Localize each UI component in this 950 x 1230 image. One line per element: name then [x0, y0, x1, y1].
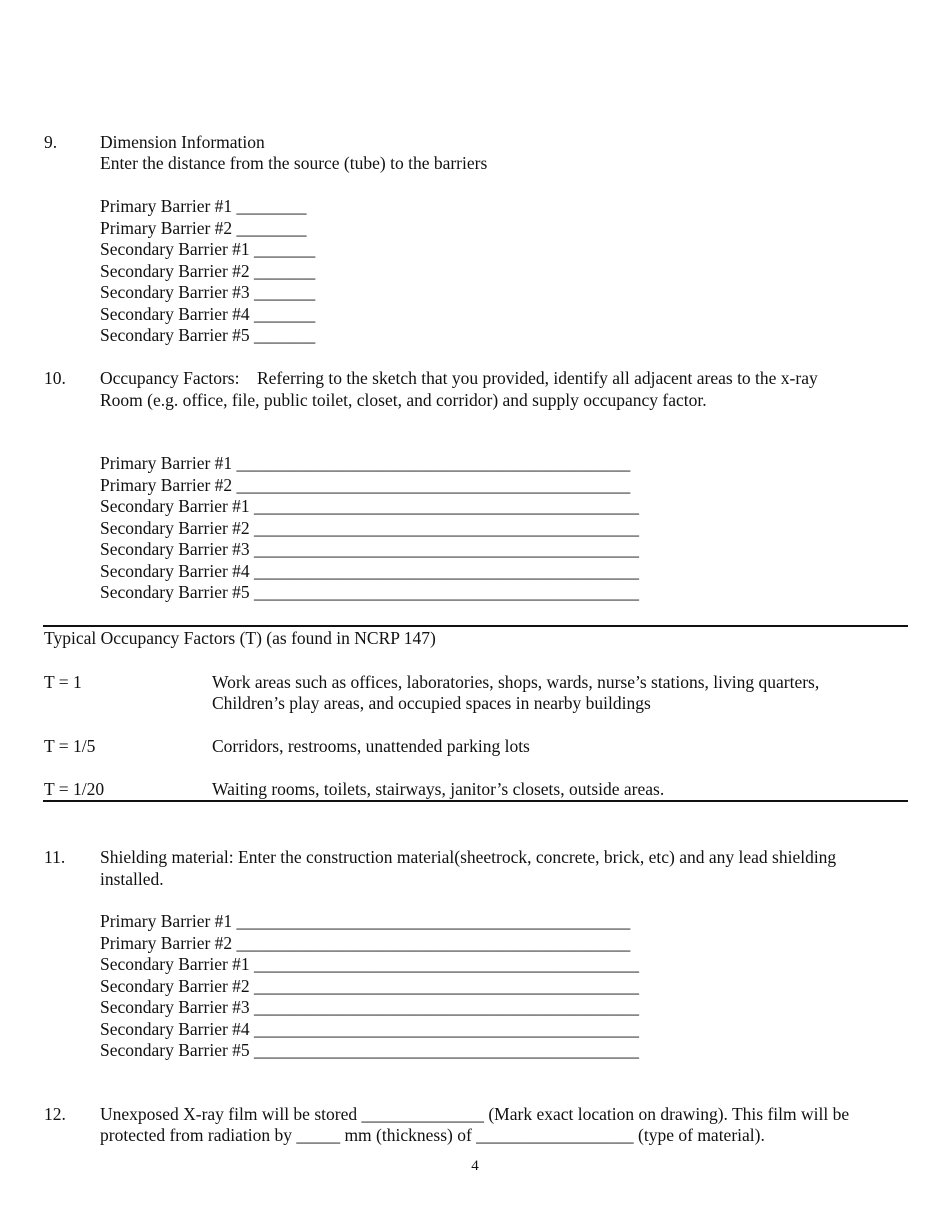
section-9-title: Dimension Information — [100, 132, 265, 152]
s11-secondary-barrier-5[interactable]: Secondary Barrier #5 ____________________________________________ — [100, 1040, 640, 1060]
s9-secondary-barrier-5[interactable]: Secondary Barrier #5 _______ — [100, 325, 316, 345]
section-10-line-1: Occupancy Factors: Referring to the sketch that you provided, identify all adjacent areas to the x-ray — [100, 368, 818, 388]
section-11-line-1: Shielding material: Enter the construction material(sheetrock, concrete, brick, etc) and any lead shielding — [100, 847, 837, 867]
occupancy-row-2-factor: T = 1/5 — [44, 736, 96, 756]
s11-secondary-barrier-1[interactable]: Secondary Barrier #1 ____________________________________________ — [100, 954, 640, 974]
s9-secondary-barrier-3[interactable]: Secondary Barrier #3 _______ — [100, 282, 316, 302]
occupancy-row-3-desc: Waiting rooms, toilets, stairways, janitor’s closets, outside areas. — [212, 779, 665, 799]
table-bottom-rule — [43, 800, 908, 802]
s10-secondary-barrier-3[interactable]: Secondary Barrier #3 ____________________________________________ — [100, 539, 640, 559]
s10-secondary-barrier-2[interactable]: Secondary Barrier #2 ____________________________________________ — [100, 517, 640, 538]
s11-secondary-barrier-3[interactable]: Secondary Barrier #3 ____________________________________________ — [100, 997, 640, 1017]
s10-secondary-barrier-1[interactable]: Secondary Barrier #1 ____________________________________________ — [100, 496, 640, 516]
section-9-instruction: Enter the distance from the source (tube) to the barriers — [100, 153, 488, 173]
section-9-number: 9. — [44, 132, 58, 152]
s9-secondary-barrier-4[interactable]: Secondary Barrier #4 _______ — [100, 303, 316, 324]
section-10-line-2: Room (e.g. office, file, public toilet, closet, and corridor) and supply occupancy factor. — [100, 389, 707, 410]
section-12-line-1[interactable]: Unexposed X-ray film will be stored ______________ (Mark exact location on drawing). This film will be — [100, 1104, 850, 1124]
s9-primary-barrier-2[interactable]: Primary Barrier #2 ________ — [100, 217, 307, 238]
section-12-number: 12. — [44, 1104, 66, 1124]
occupancy-row-1-desc-line-1: Work areas such as offices, laboratories, shops, wards, nurse’s stations, living quarters, — [212, 672, 820, 692]
s11-secondary-barrier-2[interactable]: Secondary Barrier #2 ____________________________________________ — [100, 975, 640, 996]
s10-primary-barrier-2[interactable]: Primary Barrier #2 _____________________________________________ — [100, 474, 631, 495]
occupancy-row-3-factor: T = 1/20 — [44, 779, 105, 799]
s10-primary-barrier-1[interactable]: Primary Barrier #1 _____________________________________________ — [100, 453, 631, 473]
section-11-number: 11. — [44, 847, 66, 867]
occupancy-row-2-desc: Corridors, restrooms, unattended parking lots — [212, 736, 530, 756]
section-10-number: 10. — [44, 368, 66, 388]
s11-primary-barrier-1[interactable]: Primary Barrier #1 _____________________________________________ — [100, 911, 631, 931]
section-12-line-2[interactable]: protected from radiation by _____ mm (thickness) of __________________ (type of material). — [100, 1125, 765, 1145]
occupancy-table-title: Typical Occupancy Factors (T) (as found in NCRP 147) — [44, 628, 436, 648]
s11-primary-barrier-2[interactable]: Primary Barrier #2 _____________________________________________ — [100, 932, 631, 953]
s9-secondary-barrier-1[interactable]: Secondary Barrier #1 _______ — [100, 239, 316, 259]
s10-secondary-barrier-4[interactable]: Secondary Barrier #4 ____________________________________________ — [100, 560, 640, 581]
occupancy-row-1-factor: T = 1 — [44, 672, 82, 692]
s9-primary-barrier-1[interactable]: Primary Barrier #1 ________ — [100, 196, 307, 216]
s10-secondary-barrier-5[interactable]: Secondary Barrier #5 ____________________________________________ — [100, 582, 640, 602]
page-number: 4 — [471, 1158, 479, 1174]
s11-secondary-barrier-4[interactable]: Secondary Barrier #4 ____________________________________________ — [100, 1018, 640, 1039]
s9-secondary-barrier-2[interactable]: Secondary Barrier #2 _______ — [100, 260, 316, 281]
occupancy-row-1-desc-line-2: Children’s play areas, and occupied spaces in nearby buildings — [212, 693, 651, 713]
table-top-rule — [43, 625, 908, 627]
section-11-line-2: installed. — [100, 868, 164, 889]
